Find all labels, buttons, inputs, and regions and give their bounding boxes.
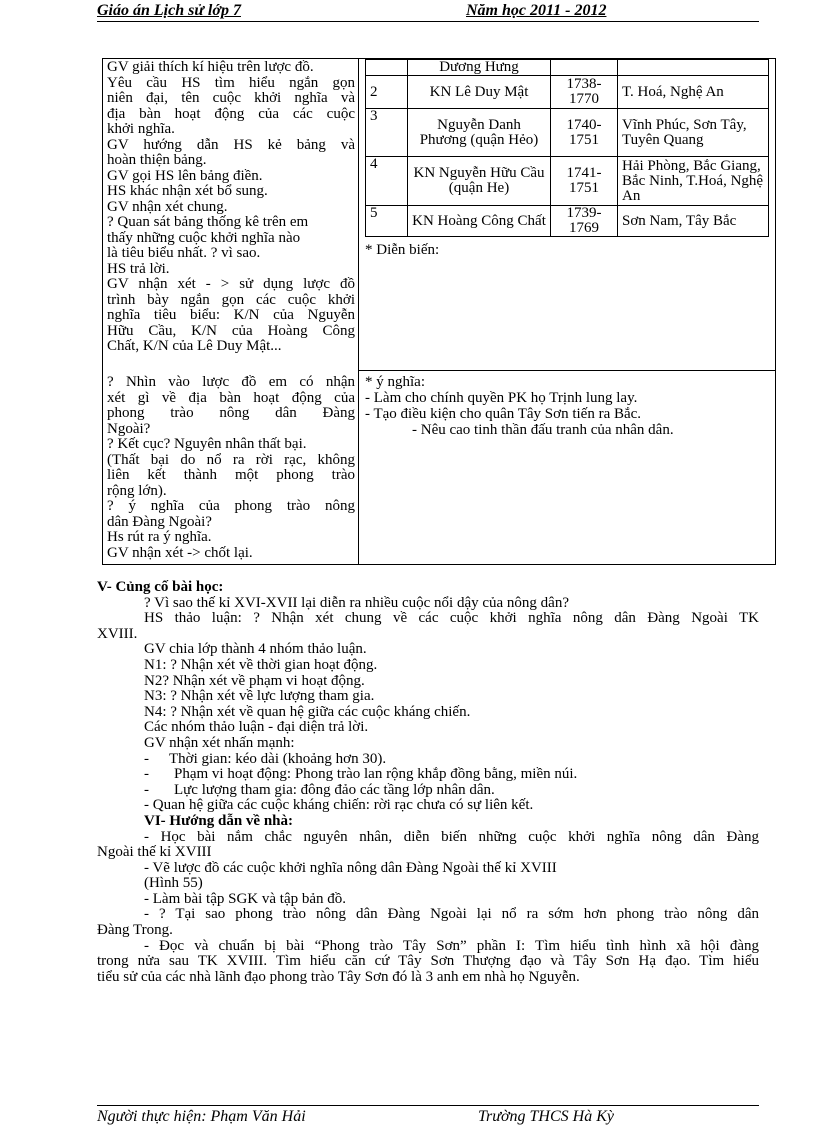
header-subject: Giáo án Lịch sử lớp 7	[97, 2, 241, 19]
uprising-name: KN Nguyễn Hữu Cầu (quận He)	[408, 157, 551, 206]
table-row	[366, 60, 769, 76]
uprising-name: KN Lê Duy Mật	[408, 76, 551, 109]
text-line: Các nhóm thảo luận - đại diện trả lời.	[144, 719, 369, 736]
uprising-place: Vĩnh Phúc, Sơn Tây, Tuyên Quang	[618, 109, 769, 157]
text-line: rộng lớn).	[107, 483, 167, 499]
text-line: (Thất bại do nổ ra rời rạc, không	[107, 452, 355, 468]
uprising-name: Nguyễn Danh Phương (quận Hẻo)	[408, 109, 551, 157]
uprising-number: 2	[366, 76, 408, 109]
text-line: N4: ? Nhận xét về quan hệ giữa các cuộc kháng chiến.	[144, 703, 471, 720]
text-line: Đàng Trong.	[97, 922, 173, 939]
text-line: N3: ? Nhận xét về lực lượng tham gia.	[144, 688, 375, 705]
table-row	[366, 76, 769, 109]
text-line: XVIII.	[97, 625, 138, 642]
uprising-name: KN Hoàng Công Chất	[408, 206, 551, 237]
section-vi-title: VI- Hướng dẫn về nhà:	[144, 812, 294, 829]
text-line: là tiêu biểu nhất. ? vì sao.	[107, 246, 261, 261]
text-line: trong nửa sau TK XVIII. Tìm hiểu căn cứ Tây Sơn Thượng đạo và Tây Sơn Hạ đạo. Tìm hiểu	[97, 953, 759, 970]
footer-author: Người thực hiện: Phạm Văn Hải	[97, 1108, 306, 1125]
text-line: GV hướng dẫn HS kẻ bảng và	[107, 137, 355, 153]
dien-bien-heading: * Diễn biến:	[365, 242, 440, 258]
uprising-place: T. Hoá, Nghệ An	[618, 76, 769, 109]
uprising-number: 3	[366, 109, 408, 157]
uprising-number: 4	[366, 157, 408, 206]
text-line: niên đại, tên cuộc khởi nghĩa và	[107, 91, 355, 106]
text-line: Chất, K/N của Lê Duy Mật...	[107, 339, 282, 354]
text-line: GV nhận xét chung.	[107, 199, 228, 215]
text-line: Yêu cầu HS tìm hiểu ngắn gọn	[107, 75, 355, 91]
text-line: GV nhận xét nhấn mạnh:	[144, 734, 295, 751]
uprising-place: Hải Phòng, Bắc Giang, Bắc Ninh, T.Hoá, Nghệ An	[618, 157, 769, 206]
text-line: tiểu sử của các nhà lãnh đạo phong trào Tây Sơn đó là 3 anh em nhà họ Nguyễn.	[97, 968, 580, 985]
text-line: phong trào nông dân Đàng	[107, 406, 355, 421]
text-line: khởi nghĩa.	[107, 122, 175, 137]
uprising-name: Dương Hưng	[408, 60, 551, 76]
uprising-years: 1739-1769	[551, 206, 618, 237]
footer-rule	[97, 1105, 759, 1106]
uprising-place: Sơn Nam, Tây Bắc	[618, 206, 769, 237]
row-divider	[358, 370, 775, 371]
text-line: nghĩa tiêu biểu: K/N của Nguyễn	[107, 308, 355, 323]
text-line: ? Quan sát bảng thống kê trên em	[107, 215, 309, 230]
text-line: HS khác nhận xét bổ sung.	[107, 184, 268, 199]
text-line: GV giải thích kí hiệu trên lược đồ.	[107, 60, 314, 75]
text-line: GV nhận xét -> chốt lại.	[107, 545, 253, 561]
text-line: GV chia lớp thành 4 nhóm thảo luận.	[144, 641, 367, 658]
text-line: Hs rút ra ý nghĩa.	[107, 530, 212, 545]
table-row	[366, 206, 769, 237]
text-line: trình bày ngắn gọn các cuộc khởi	[107, 292, 355, 308]
bullet-item: - Thời gian: kéo dài (khoảng hơn 30).	[144, 750, 387, 767]
y-nghia-item: - Tạo điều kiện cho quân Tây Sơn tiến ra Bắc.	[365, 406, 642, 422]
table-row	[366, 157, 769, 206]
text-line: GV gọi HS lên bảng điền.	[107, 168, 263, 184]
text-line: N2? Nhận xét về phạm vi hoạt động.	[144, 672, 365, 689]
footer-school: Trường THCS Hà Kỳ	[478, 1108, 614, 1125]
text-line: HS trả lời.	[107, 261, 170, 277]
lesson-table	[102, 58, 776, 565]
uprisings-table	[365, 59, 769, 237]
text-line: - ? Tại sao phong trào nông dân Đàng Ngoài lại nổ ra sớm hơn phong trào nông dân	[144, 906, 759, 923]
text-line: liên kết thành một phong trào	[107, 468, 355, 483]
text-line: hoàn thiện bảng.	[107, 153, 207, 168]
uprising-years: 1738-1770	[551, 76, 618, 109]
text-line: xét gì về địa bàn hoạt động của	[107, 390, 355, 406]
text-line: thấy những cuộc khởi nghĩa nào	[107, 230, 301, 246]
y-nghia-item: - Làm cho chính quyền PK họ Trịnh lung lay.	[365, 390, 638, 406]
text-line: dân Đàng Ngoài?	[107, 514, 212, 530]
teacher-activities-top	[107, 60, 355, 355]
text-line: - Quan hệ giữa các cuộc kháng chiến: rời rạc chưa có sự liên kết.	[144, 797, 534, 814]
teacher-activities-bottom	[107, 375, 355, 561]
table-row	[366, 109, 769, 157]
text-line: N1: ? Nhận xét về thời gian hoạt động.	[144, 656, 378, 673]
text-line: - Học bài nắm chắc nguyên nhân, diễn biến những cuộc khởi nghĩa nông dân Đàng	[144, 828, 759, 845]
text-line: ? ý nghĩa của phong trào nông	[107, 499, 355, 514]
text-line: HS thảo luận: ? Nhận xét chung về các cuộc khởi nghĩa nông dân Đàng Ngoài TK	[144, 610, 759, 627]
column-divider	[358, 59, 359, 564]
y-nghia-item: - Nêu cao tinh thần đấu tranh của nhân dân.	[412, 422, 674, 438]
section-v	[97, 580, 759, 985]
text-line: - Làm bài tập SGK và tập bản đồ.	[144, 890, 347, 907]
header-school-year: Năm học 2011 - 2012	[466, 2, 607, 19]
text-line: ? Vì sao thế kỉ XVI-XVII lại diễn ra nhiều cuộc nổi dậy của nông dân?	[144, 594, 570, 611]
text-line: - Đọc và chuẩn bị bài “Phong trào Tây Sơn” phần I: Tìm hiểu tình hình xã hội đàng	[144, 937, 759, 954]
text-line: Ngoài thế kỉ XVIII	[97, 844, 212, 861]
uprising-years: 1740-1751	[551, 109, 618, 157]
text-line: (Hình 55)	[144, 875, 203, 892]
uprising-number: 5	[366, 206, 408, 237]
text-line: Ngoài?	[107, 421, 151, 437]
section-v-title: V- Củng cố bài học:	[97, 579, 224, 595]
header-rule	[97, 21, 759, 22]
y-nghia-heading: * ý nghĩa:	[365, 374, 425, 390]
text-line: GV nhận xét - > sử dụng lược đồ	[107, 277, 355, 292]
text-line: Hữu Cầu, K/N của Hoàng Công	[107, 323, 355, 339]
bullet-item: - Lực lượng tham gia: đông đảo các tầng lớp nhân dân.	[144, 781, 495, 798]
text-line: địa bàn hoạt động của các cuộc	[107, 106, 355, 122]
text-line: - Vẽ lược đồ các cuộc khởi nghĩa nông dân Đàng Ngoài thế kỉ XVIII	[144, 859, 557, 876]
text-line: ? Kết cục? Nguyên nhân thất bại.	[107, 437, 307, 452]
text-line: ? Nhìn vào lược đồ em có nhận	[107, 375, 355, 390]
uprising-years: 1741-1751	[551, 157, 618, 206]
bullet-item: - Phạm vi hoạt động: Phong trào lan rộng khắp đồng bằng, miền núi.	[144, 766, 578, 783]
